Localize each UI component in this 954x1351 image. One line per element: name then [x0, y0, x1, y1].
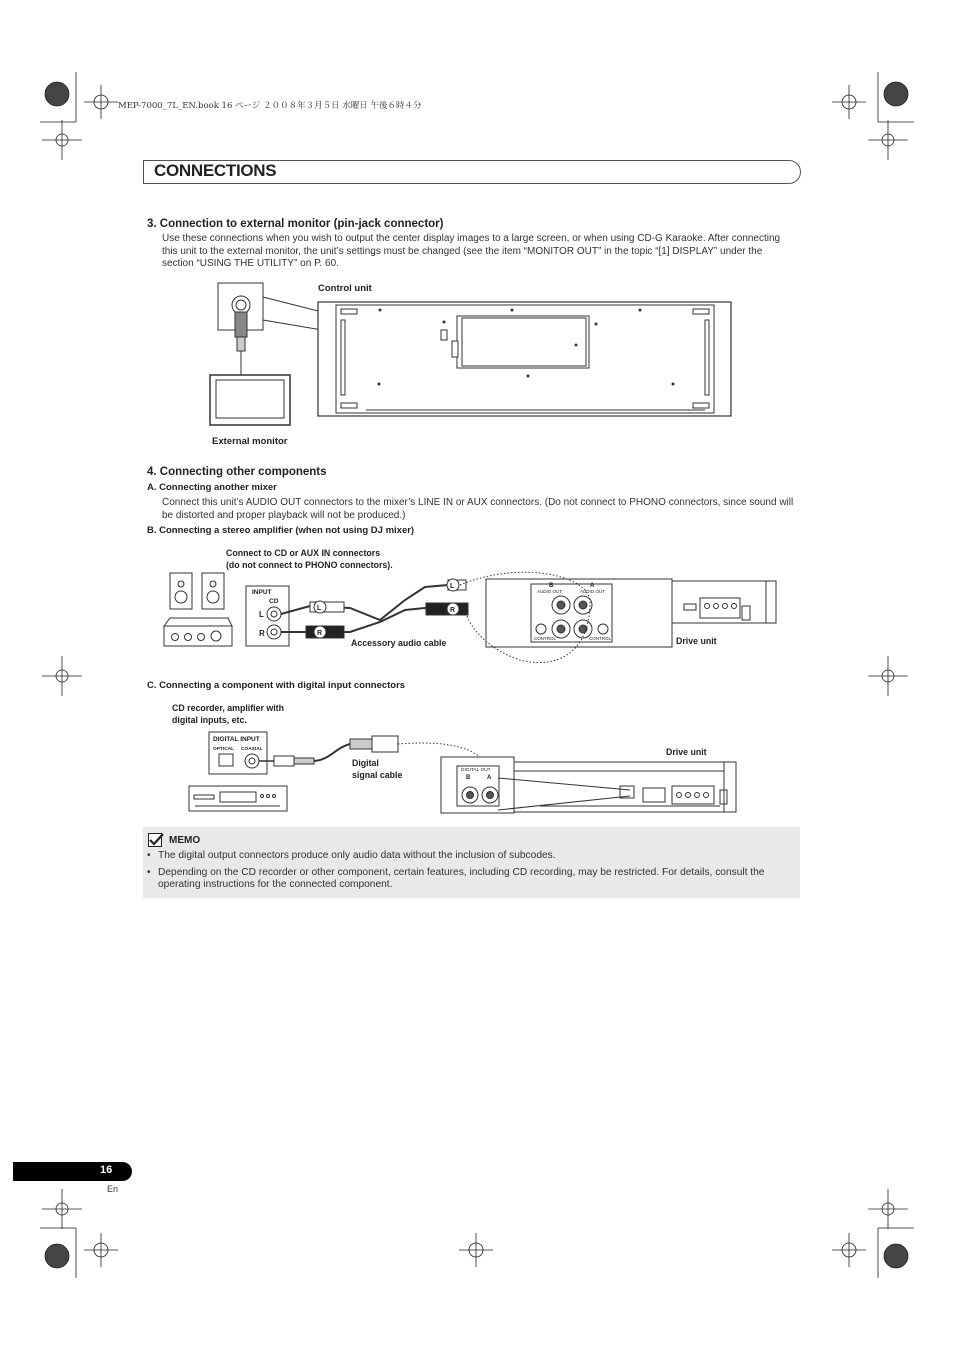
subsection-a-title: A. Connecting another mixer	[147, 482, 277, 493]
c-cable-line-1: Digital	[352, 758, 379, 768]
c-a-label: A	[487, 775, 492, 781]
b-plug-l-2: L	[450, 583, 455, 590]
memo-item: • Depending on the CD recorder or other component, certain features, including CD recording, may be restricted. For details, consult the operating instructions for the connected component.	[147, 867, 792, 892]
print-file-info: MEP-7000_7L_EN.book 16 ページ ２００８年３月５日 水曜日 午後６時４分	[118, 101, 422, 111]
b-audio-out-2: AUDIO OUT	[580, 589, 606, 594]
label-drive-unit-c: Drive unit	[666, 747, 707, 757]
c-note-line-1: CD recorder, amplifier with	[172, 703, 284, 713]
b-r-label: R	[259, 629, 265, 638]
section-4-heading: 4. Connecting other components	[147, 466, 327, 478]
b-plug-r-1: R	[317, 630, 323, 637]
b-cd-label: CD	[269, 598, 279, 605]
b-panel-a: A	[590, 583, 595, 589]
c-note-line-2: digital inputs, etc.	[172, 714, 247, 725]
label-control-unit: Control unit	[318, 283, 372, 294]
c-digital-input-label: DIGITAL INPUT	[213, 736, 260, 743]
b-note-line-2: (do not connect to PHONO connectors).	[226, 559, 393, 570]
subsection-c-title: C. Connecting a component with digital input connectors	[147, 680, 406, 691]
b-audio-out-1: AUDIO OUT	[537, 589, 563, 594]
memo-item: • The digital output connectors produce only audio data without the inclusion of subcodes.	[147, 850, 792, 863]
c-cable-line-2: signal cable	[352, 769, 403, 780]
c-optical-label: OPTICAL	[213, 747, 235, 752]
page-number: 16	[100, 1164, 113, 1176]
memo-title: MEMO	[169, 835, 201, 846]
section-3-heading: 3. Connection to external monitor (pin-jack connector)	[147, 218, 444, 230]
memo-list	[147, 850, 792, 896]
b-control-2: CONTROL	[589, 636, 612, 641]
label-drive-unit-b: Drive unit	[676, 636, 717, 646]
b-input-label: INPUT	[252, 589, 272, 596]
subsection-a-body: Connect this unit’s AUDIO OUT connectors to the mixer’s LINE IN or AUX connectors. (Do not connect to PHONO connectors, since sound will be distorted and proper playback will not be produced.)	[162, 497, 794, 521]
section-3-body: Use these connections when you wish to output the center display images to a large screen, or when using CD-G Karaoke. After connecting this unit to the external monitor, the unit’s settings must be changed (see the item “MONITOR OUT” in the topic “[1] DISPLAY” under the section “USING THE UTILITY” on P. 60.	[162, 233, 781, 270]
b-note-line-1: Connect to CD or AUX IN connectors	[226, 548, 381, 558]
check-icon	[148, 833, 164, 849]
b-plug-r-2: R	[450, 607, 456, 614]
label-accessory-audio-cable: Accessory audio cable	[351, 638, 447, 648]
b-plug-l-1: L	[317, 605, 322, 612]
b-control-1: CONTROL	[534, 636, 557, 641]
page-language: En	[107, 1184, 119, 1194]
page-title: CONNECTIONS	[154, 161, 277, 180]
page-number-tab	[13, 1162, 132, 1181]
c-digital-out-label: DIGITAL OUT	[461, 768, 491, 773]
label-external-monitor: External monitor	[212, 436, 288, 447]
b-l-label: L	[259, 610, 264, 619]
subsection-b-title: B. Connecting a stereo amplifier (when not using DJ mixer)	[147, 525, 415, 536]
b-panel-b: B	[549, 583, 554, 589]
c-b-label: B	[466, 775, 471, 781]
c-coaxial-label: COAXIAL	[241, 747, 263, 752]
